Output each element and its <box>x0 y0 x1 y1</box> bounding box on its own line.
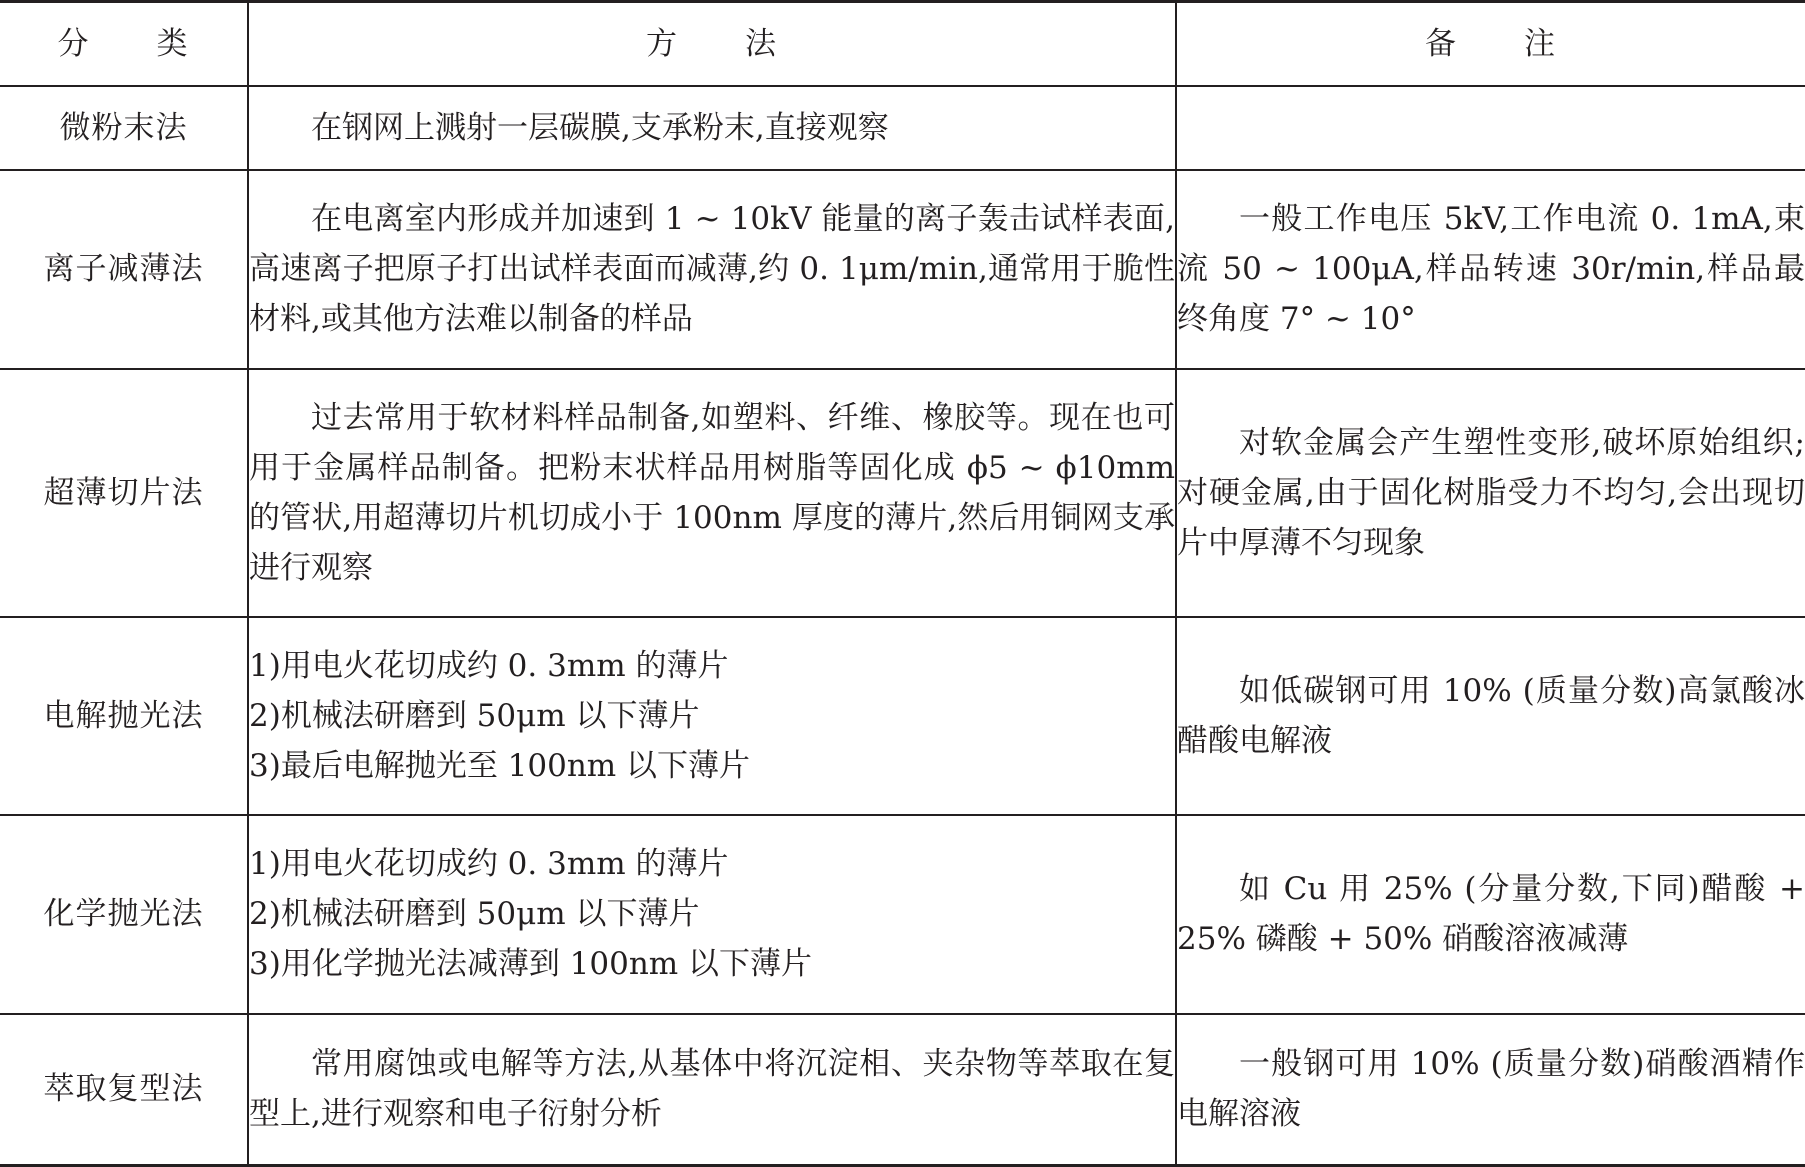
table-row <box>0 86 1805 170</box>
row-category: 电解抛光法 <box>0 617 248 815</box>
row-category: 离子减薄法 <box>0 170 248 369</box>
row-note: 如低碳钢可用 10% (质量分数)高氯酸冰醋酸电解液 <box>1176 617 1805 815</box>
row-method: 常用腐蚀或电解等方法,从基体中将沉淀相、夹杂物等萃取在复型上,进行观察和电子衍射分析 <box>248 1014 1176 1166</box>
row-note: 如 Cu 用 25% (分量分数,下同)醋酸 + 25% 磷酸 + 50% 硝酸溶液减薄 <box>1176 815 1805 1014</box>
header-category: 分 类 <box>0 2 248 86</box>
row-category: 化学抛光法 <box>0 815 248 1014</box>
table-row <box>0 170 1805 369</box>
table-row <box>0 1014 1805 1166</box>
row-note: 一般工作电压 5kV,工作电流 0. 1mA,束流 50 ~ 100μA,样品转速 30r/min,样品最终角度 7° ~ 10° <box>1176 170 1805 369</box>
table-row <box>0 369 1805 617</box>
row-note: 对软金属会产生塑性变形,破坏原始组织;对硬金属,由于固化树脂受力不均匀,会出现切片中厚薄不匀现象 <box>1176 369 1805 617</box>
method-step: 1)用电火花切成约 0. 3mm 的薄片 <box>249 647 729 684</box>
row-method: 在钢网上溅射一层碳膜,支承粉末,直接观察 <box>248 86 1176 170</box>
row-method <box>248 815 1176 1014</box>
method-step: 1)用电火花切成约 0. 3mm 的薄片 <box>249 846 729 882</box>
header-note: 备 注 <box>1176 2 1805 86</box>
method-step: 2)机械法研磨到 50μm 以下薄片 <box>249 896 700 932</box>
table-row <box>0 617 1805 815</box>
row-category: 超薄切片法 <box>0 369 248 617</box>
row-note <box>1176 86 1805 170</box>
row-category: 萃取复型法 <box>0 1014 248 1166</box>
table-row <box>0 815 1805 1014</box>
row-category: 微粉末法 <box>0 86 248 170</box>
header-row <box>0 2 1805 86</box>
row-method: 过去常用于软材料样品制备,如塑料、纤维、橡胶等。现在也可用于金属样品制备。把粉末状样品用树脂等固化成 ϕ5 ~ ϕ10mm 的管状,用超薄切片机切成小于 100nm 厚度的薄片,然后用铜网支承进行观察 <box>248 369 1176 617</box>
row-note: 一般钢可用 10% (质量分数)硝酸酒精作电解溶液 <box>1176 1014 1805 1166</box>
method-step: 3)用化学抛光法减薄到 100nm 以下薄片 <box>249 946 813 982</box>
method-step: 3)最后电解抛光至 100nm 以下薄片 <box>249 747 751 784</box>
row-method <box>248 617 1176 815</box>
header-method: 方 法 <box>248 2 1176 86</box>
method-step: 2)机械法研磨到 50μm 以下薄片 <box>249 697 700 734</box>
row-method: 在电离室内形成并加速到 1 ~ 10kV 能量的离子轰击试样表面,高速离子把原子打出试样表面而减薄,约 0. 1μm/min,通常用于脆性材料,或其他方法难以制备的样品 <box>248 170 1176 369</box>
